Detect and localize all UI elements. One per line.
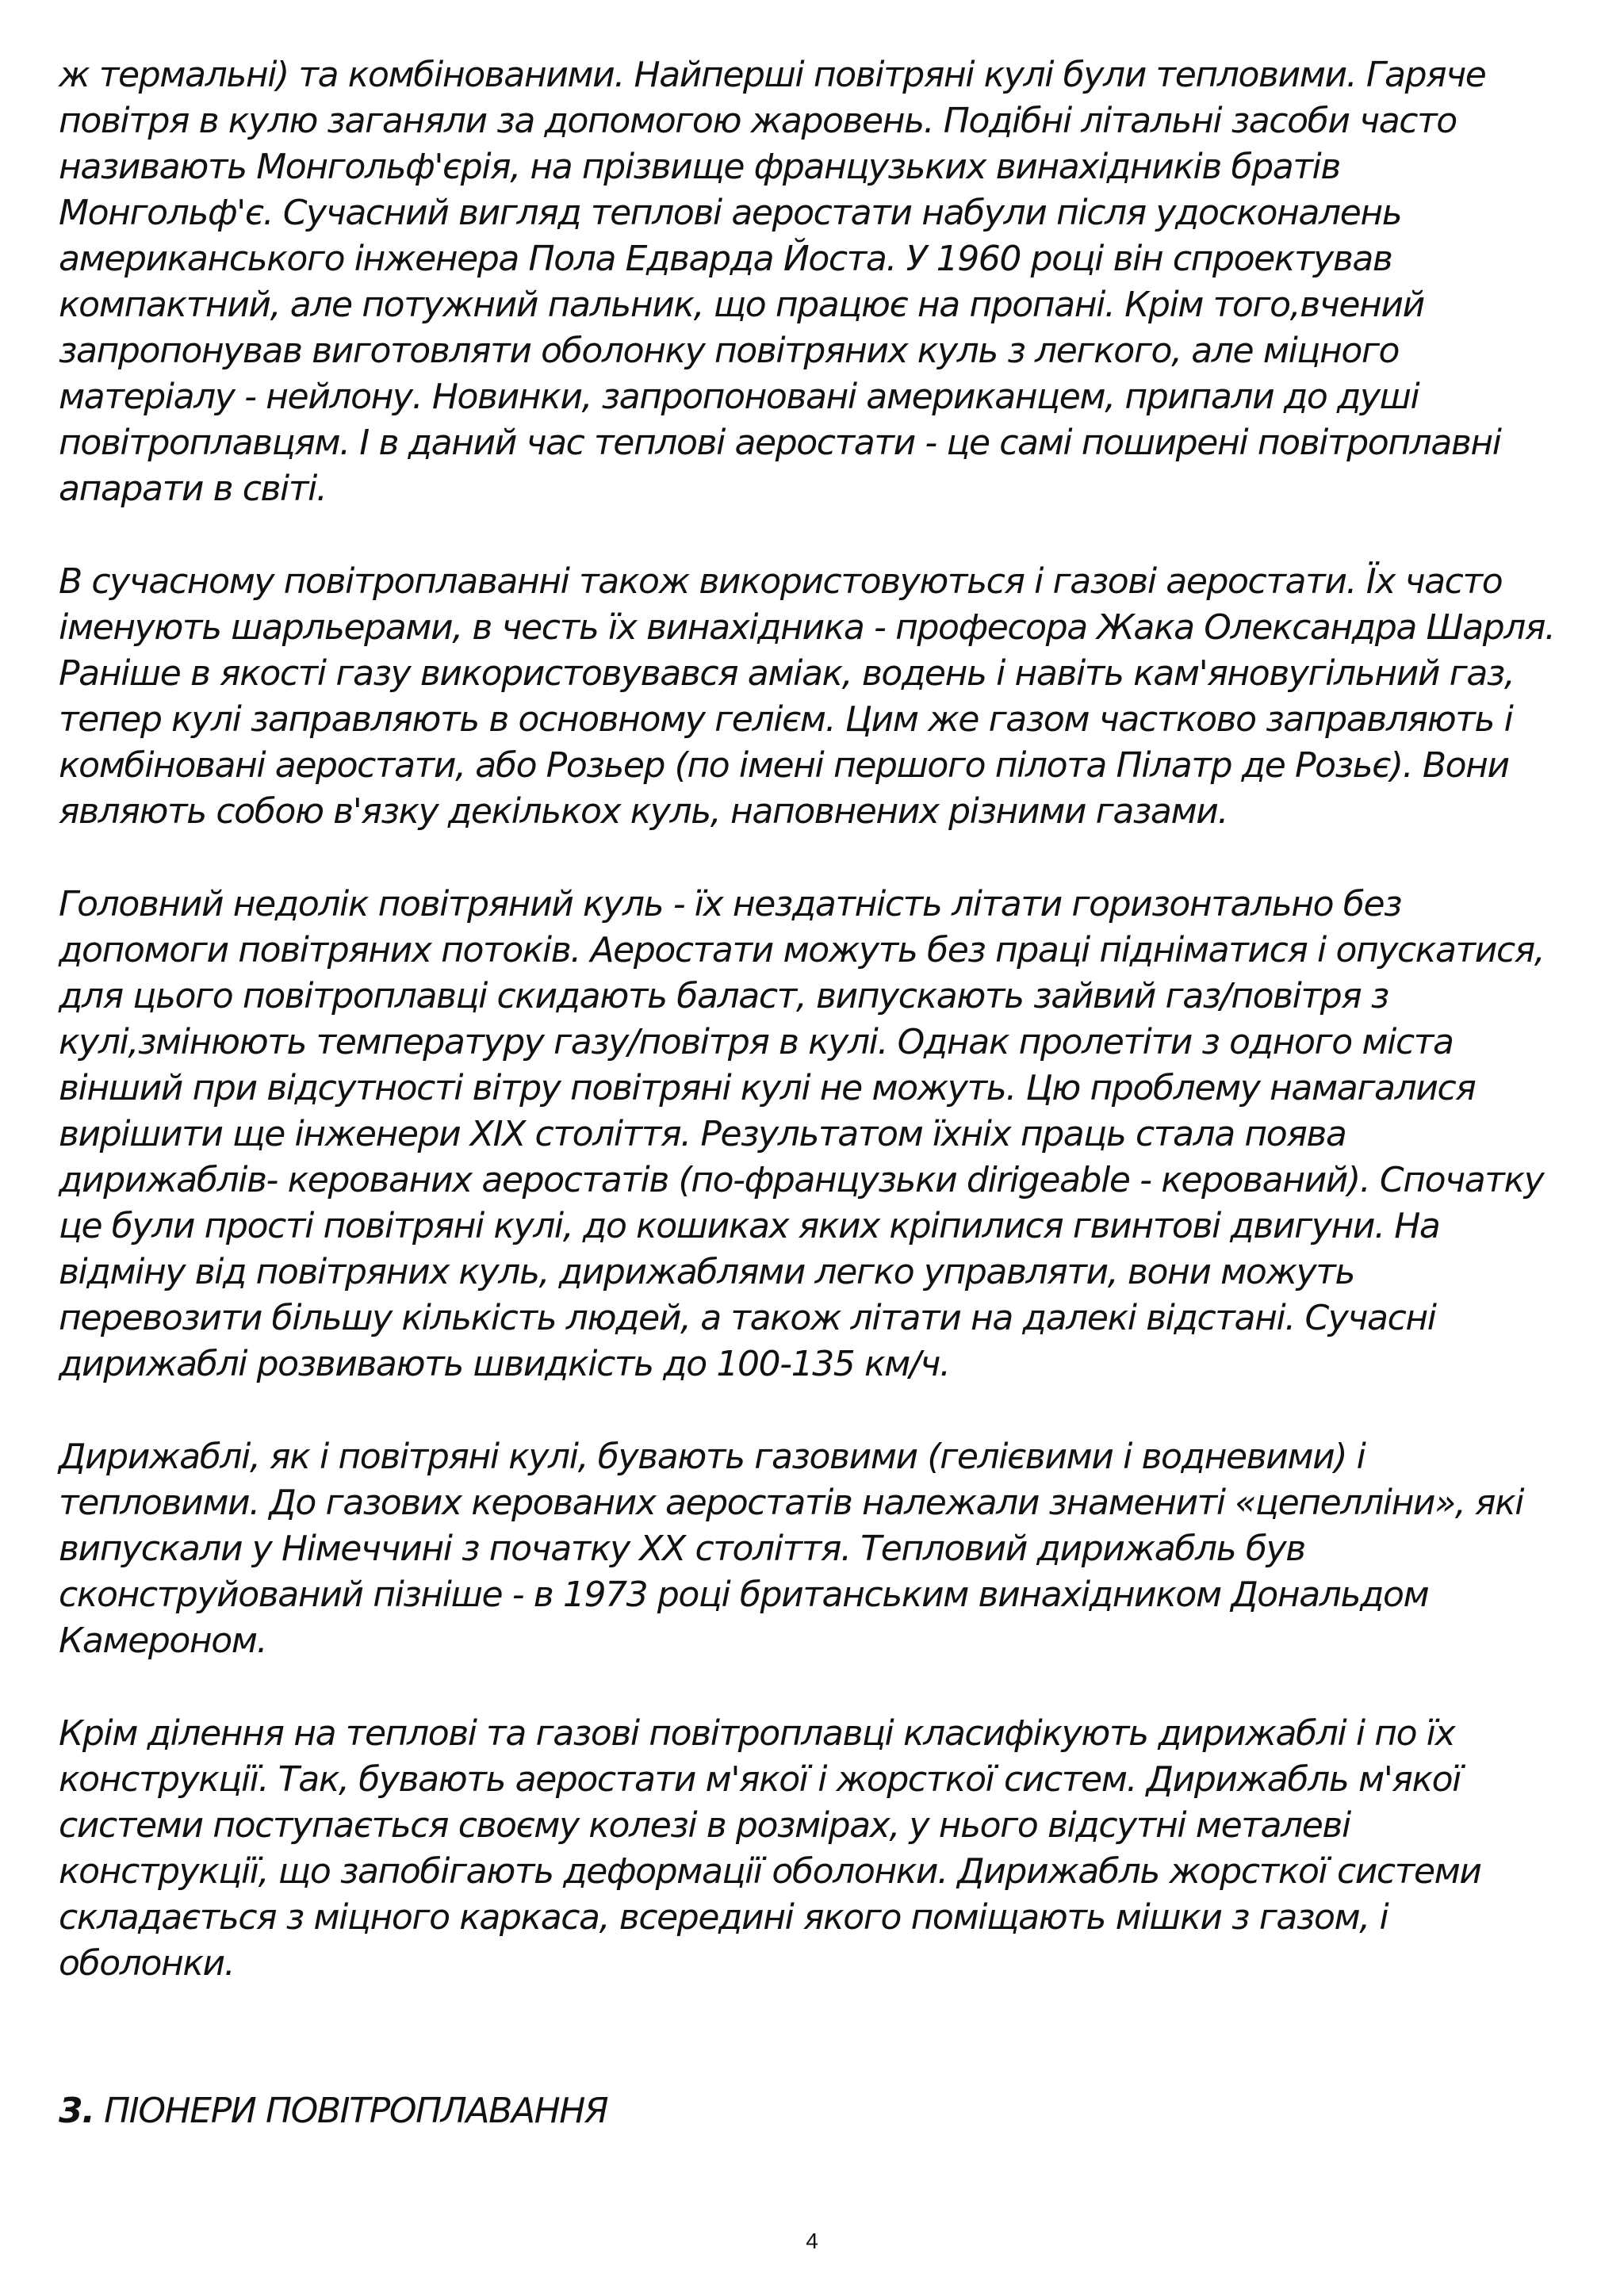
paragraph-dirigible-construction <box>59 1711 1581 1987</box>
text-line: це були прості повітряні кулі, до кошиках яких кріпилися гвинтові двигуни. На <box>59 1206 1440 1246</box>
text-line: комбіновані аеростати, або Розьер (по імені першого пілота Пілатр де Розьє). Вони <box>59 745 1509 786</box>
paragraph-dirigibles-origin <box>59 882 1581 1387</box>
section-number: 3. <box>59 2091 94 2131</box>
text-line: компактний, але потужний пальник, що працює на пропані. Крім того,вчений <box>59 285 1424 325</box>
text-line: оболонки. <box>59 1943 235 1984</box>
text-line: являють собою в'язку декількох куль, наповнених різними газами. <box>59 791 1228 832</box>
text-line: повітря в кулю заганяли за допомогою жаровень. Подібні літальні засоби часто <box>59 101 1457 141</box>
text-line: матеріалу - нейлону. Новинки, запропоновані американцем, припали до душі <box>59 377 1419 417</box>
text-line: відміну від повітряних куль, дирижаблями легко управляти, вони можуть <box>59 1252 1355 1292</box>
text-line: конструкції. Так, бувають аеростати м'якої і жорсткої систем. Дирижабль м'якої <box>59 1759 1461 1800</box>
text-line: вінший при відсутності вітру повітряні кулі не можуть. Цю проблему намагалися <box>59 1068 1476 1108</box>
text-line: сконструйований пізніше - в 1973 році британським винахідником Дональдом <box>59 1575 1429 1615</box>
text-line: Крім ділення на теплові та газові повітроплавці класифікують дирижаблі і по їх <box>59 1713 1455 1754</box>
text-line: тепер кулі заправляють в основному гелієм. Цим же газом частково заправляють і <box>59 699 1513 740</box>
text-line: Раніше в якості газу використовувався аміак, водень і навіть кам'яновугільний газ, <box>59 653 1515 694</box>
text-line: кулі,змінюють температуру газу/повітря в кулі. Однак пролетіти з одного міста <box>59 1022 1454 1062</box>
text-line: перевозити більшу кількість людей, а також літати на далекі відстані. Сучасні <box>59 1298 1436 1338</box>
text-line: іменують шарльерами, в честь їх винахідника - професора Жака Олександра Шарля. <box>59 607 1555 648</box>
text-line: дирижаблі розвивають швидкість до 100-135 км/ч. <box>59 1344 950 1384</box>
text-line: тепловими. До газових керованих аеростатів належали знамениті «цепелліни», які <box>59 1483 1524 1523</box>
text-line: називають Монгольф'єрія, на прізвище французьких винахідників братів <box>59 147 1340 187</box>
section-title: ПІОНЕРИ ПОВІТРОПЛАВАННЯ <box>104 2091 608 2131</box>
text-line: запропонував виготовляти оболонку повітряних куль з легкого, але міцного <box>59 331 1400 371</box>
body-text <box>59 52 1581 2034</box>
text-line: ж термальні) та комбінованими. Найперші повітряні кулі були тепловими. Гаряче <box>59 55 1486 95</box>
section-heading <box>59 2088 607 2134</box>
text-line: складається з міцного каркаса, всередині якого поміщають мішки з газом, і <box>59 1897 1388 1938</box>
text-line: В сучасному повітроплаванні також використовуються і газові аеростати. Їх часто <box>59 561 1503 602</box>
text-line: американського інженера Пола Едварда Йоста. У 1960 році він спроектував <box>59 239 1392 279</box>
text-line: випускали у Німеччині з початку XX століття. Тепловий дирижабль був <box>59 1529 1305 1569</box>
text-line: Головний недолік повітряний куль - їх нездатність літати горизонтально без <box>59 884 1402 924</box>
text-line: для цього повітроплавці скидають баласт, випускають зайвий газ/повітря з <box>59 976 1388 1016</box>
text-line: Монгольф'є. Сучасний вигляд теплові аеростати набули після удосконалень <box>59 193 1402 233</box>
text-line: конструкції, що запобігають деформації оболонки. Дирижабль жорсткої системи <box>59 1851 1481 1892</box>
page-number: 4 <box>806 2229 818 2253</box>
text-line: вирішити ще інженери XIX століття. Результатом їхніх праць стала поява <box>59 1114 1346 1154</box>
text-line: Камероном. <box>59 1621 267 1661</box>
paragraph-dirigible-types <box>59 1434 1581 1664</box>
paragraph-thermal-balloons <box>59 52 1581 512</box>
text-line: повітроплавцям. І в даний час теплові аеростати - це самі поширені повітроплавні <box>59 423 1501 463</box>
text-line: дирижаблів- керованих аеростатів (по-французьки dirigeable - керований). Спочатку <box>59 1160 1544 1200</box>
text-line: апарати в світі. <box>59 469 327 509</box>
text-line: системи поступається своєму колезі в розмірах, у нього відсутні металеві <box>59 1805 1350 1846</box>
paragraph-gas-balloons <box>59 559 1581 835</box>
text-line: допомоги повітряних потоків. Аеростати можуть без праці підніматися і опускатися, <box>59 930 1545 970</box>
text-line: Дирижаблі, як і повітряні кулі, бувають газовими (гелієвими і водневими) і <box>59 1437 1365 1477</box>
